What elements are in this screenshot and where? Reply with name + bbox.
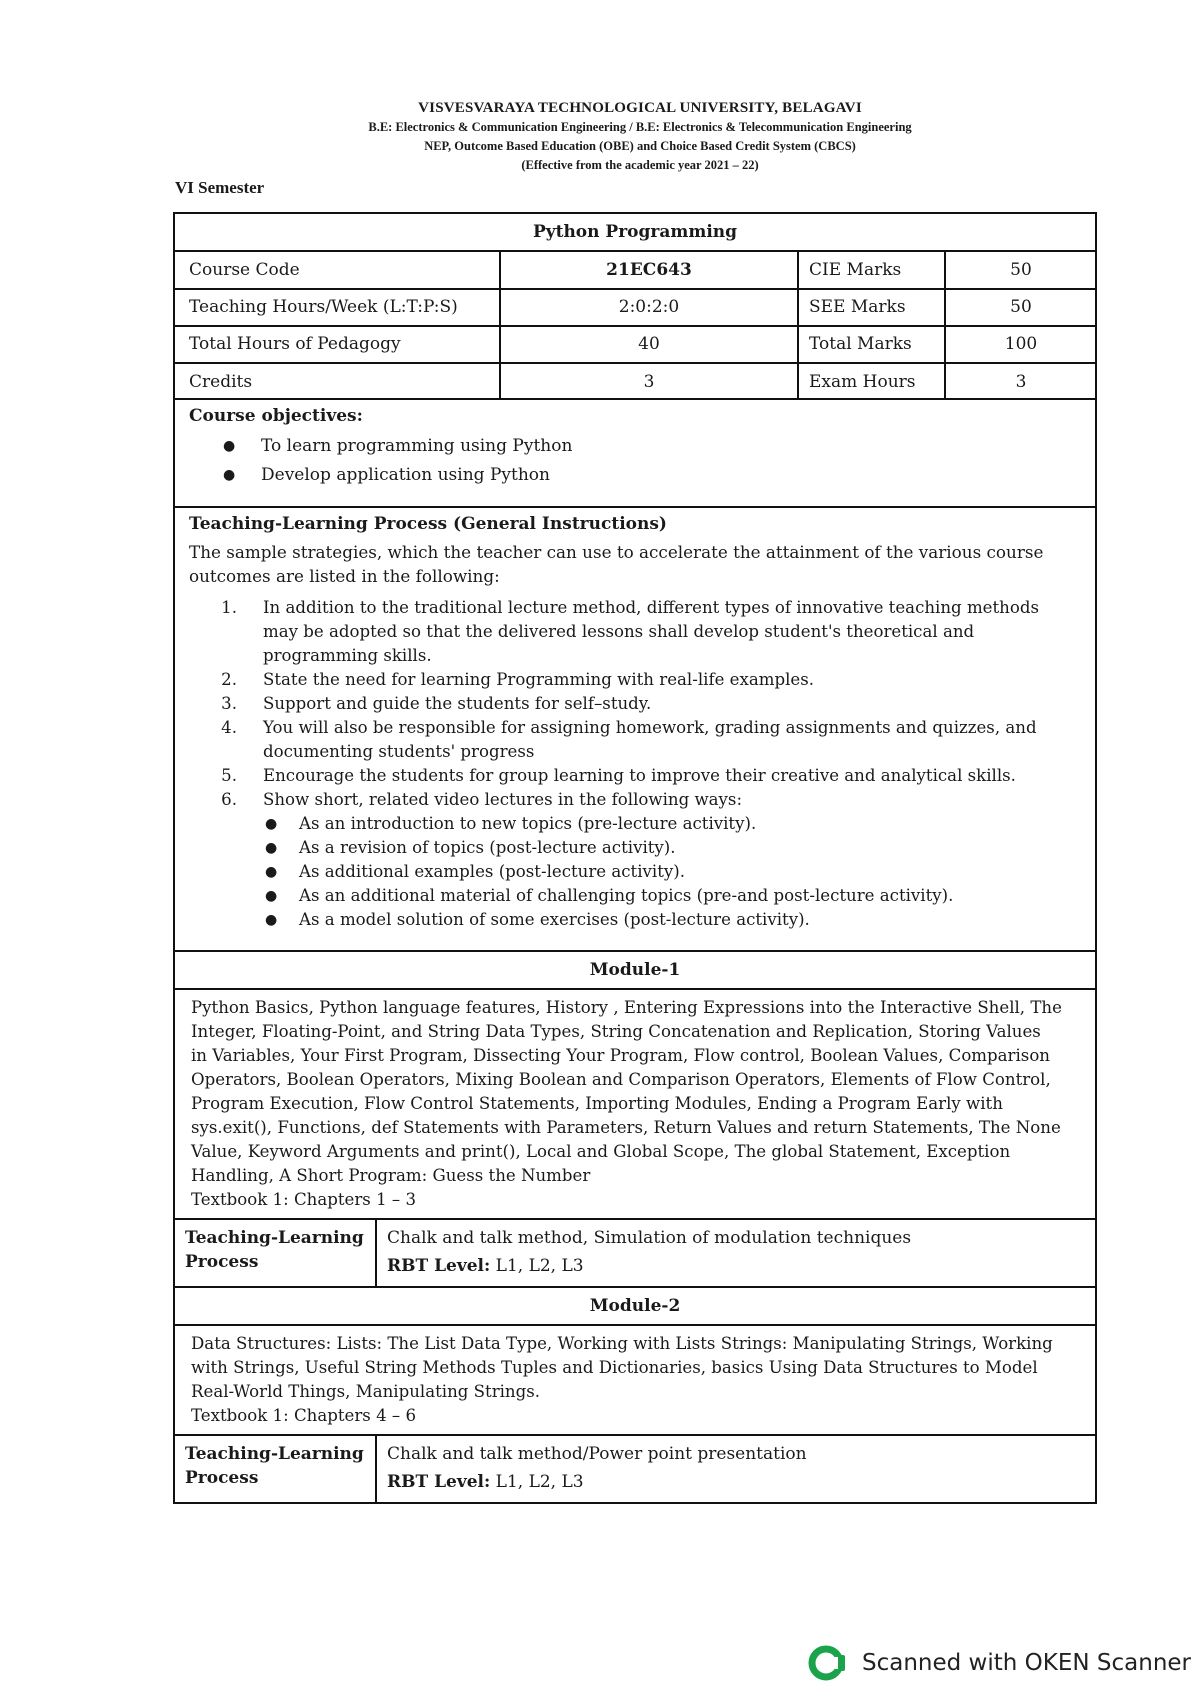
course-objectives-section — [173, 398, 1097, 508]
module-2-title: Module-2 — [589, 1296, 681, 1316]
semester-label: VI Semester — [175, 178, 265, 197]
pedagogy-hours-label: Total Hours of Pedagogy — [189, 334, 401, 354]
list-number: 4. — [221, 718, 237, 737]
bullet-icon: ● — [223, 438, 236, 454]
exam-hours-label: Exam Hours — [809, 372, 916, 392]
list-item: documenting students' progress — [263, 742, 535, 761]
tl-method: Chalk and talk method/Power point presentation — [387, 1444, 807, 1464]
module-1-title: Module-1 — [589, 960, 681, 980]
sub-list-item: As an introduction to new topics (pre-lecture activity). — [299, 814, 757, 833]
module-1-line: in Variables, Your First Program, Dissecting Your Program, Flow control, Boolean Values, Comparison — [191, 1046, 1050, 1065]
scanner-watermark — [808, 1645, 1191, 1681]
list-number: 6. — [221, 790, 237, 809]
bullet-icon: ● — [265, 840, 278, 856]
module-2-line: Real-World Things, Manipulating Strings. — [191, 1382, 541, 1401]
effective-year-line: (Effective from the academic year 2021 – 22) — [521, 158, 759, 172]
tlp-intro: outcomes are listed in the following: — [189, 566, 500, 586]
oken-scanner-logo-icon — [808, 1645, 850, 1681]
course-code-value: 21EC643 — [606, 260, 692, 280]
module-1-line: Python Basics, Python language features, History , Entering Expressions into the Interactive Shell, The — [191, 998, 1062, 1017]
module-2-line: Data Structures: Lists: The List Data Type, Working with Lists Strings: Manipulating Strings, Working — [191, 1334, 1053, 1353]
teaching-hours-value: 2:0:2:0 — [618, 297, 680, 317]
objective-item: To learn programming using Python — [261, 436, 573, 456]
see-marks-label: SEE Marks — [809, 297, 906, 317]
module-1-line: sys.exit(), Functions, def Statements with Parameters, Return Values and return Statements, The None — [191, 1118, 1061, 1137]
cie-marks-label: CIE Marks — [809, 260, 902, 280]
rbt-level: RBT Level: L1, L2, L3 — [387, 1472, 584, 1492]
bullet-icon: ● — [265, 912, 278, 928]
list-item: You will also be responsible for assigning homework, grading assignments and quizzes, and — [263, 718, 1037, 737]
sub-list-item: As a revision of topics (post-lecture activity). — [299, 838, 676, 857]
sub-list-item: As a model solution of some exercises (post-lecture activity). — [299, 910, 810, 929]
module-2-line: with Strings, Useful String Methods Tuples and Dictionaries, basics Using Data Structures to Model — [191, 1358, 1038, 1377]
scanner-watermark-text: Scanned with OKEN Scanner — [862, 1650, 1191, 1676]
cie-marks-value: 50 — [1010, 260, 1032, 280]
objectives-heading: Course objectives: — [189, 406, 363, 426]
program-line: B.E: Electronics & Communication Engineering / B.E: Electronics & Telecommunication Engineering — [368, 120, 912, 134]
objective-item: Develop application using Python — [261, 465, 550, 485]
total-marks-value: 100 — [1004, 334, 1038, 354]
scheme-line: NEP, Outcome Based Education (OBE) and Choice Based Credit System (CBCS) — [424, 139, 856, 153]
bullet-icon: ● — [265, 888, 278, 904]
list-number: 2. — [221, 670, 237, 689]
module-1-header — [173, 950, 1097, 990]
list-item: In addition to the traditional lecture method, different types of innovative teaching methods — [263, 598, 1039, 617]
course-title: Python Programming — [532, 222, 738, 242]
list-number: 3. — [221, 694, 237, 713]
total-marks-label: Total Marks — [809, 334, 912, 354]
bullet-icon: ● — [223, 467, 236, 483]
list-item: Encourage the students for group learning to improve their creative and analytical skills. — [263, 766, 1016, 785]
tl-label: Process — [185, 1252, 259, 1272]
tl-label: Teaching-Learning — [185, 1228, 364, 1248]
bullet-icon: ● — [265, 816, 278, 832]
tl-method: Chalk and talk method, Simulation of modulation techniques — [387, 1228, 912, 1248]
module-1-content — [173, 988, 1097, 1220]
course-info-table — [173, 212, 1097, 400]
course-code-label: Course Code — [189, 260, 300, 280]
tlp-heading: Teaching-Learning Process (General Instructions) — [189, 514, 667, 534]
teaching-hours-label: Teaching Hours/Week (L:T:P:S) — [189, 297, 458, 317]
tl-label: Teaching-Learning — [185, 1444, 364, 1464]
list-number: 5. — [221, 766, 237, 785]
sub-list-item: As additional examples (post-lecture activity). — [299, 862, 686, 881]
list-item: State the need for learning Programming with real-life examples. — [263, 670, 815, 689]
see-marks-value: 50 — [1010, 297, 1032, 317]
module-1-line: Program Execution, Flow Control Statements, Importing Modules, Ending a Program Early with — [191, 1094, 1003, 1113]
credits-label: Credits — [189, 372, 253, 392]
list-number: 1. — [221, 598, 237, 617]
rbt-level: RBT Level: L1, L2, L3 — [387, 1256, 584, 1276]
module-2-tl-row — [173, 1434, 1097, 1504]
module-1-textbook: Textbook 1: Chapters 1 – 3 — [191, 1190, 417, 1209]
tlp-intro: The sample strategies, which the teacher can use to accelerate the attainment of the various course — [189, 542, 1044, 562]
list-item: Support and guide the students for self–study. — [263, 694, 652, 713]
list-item: programming skills. — [263, 646, 432, 665]
bullet-icon: ● — [265, 864, 278, 880]
university-title: VISVESVARAYA TECHNOLOGICAL UNIVERSITY, BELAGAVI — [418, 100, 862, 116]
module-1-line: Handling, A Short Program: Guess the Number — [191, 1166, 591, 1185]
module-1-tl-row — [173, 1218, 1097, 1288]
tl-label: Process — [185, 1468, 259, 1488]
module-1-line: Integer, Floating-Point, and String Data Types, String Concatenation and Replication, Storing Values — [191, 1022, 1041, 1041]
sub-list-item: As an additional material of challenging topics (pre-and post-lecture activity). — [299, 886, 954, 905]
teaching-learning-process-section — [173, 506, 1097, 952]
module-2-textbook: Textbook 1: Chapters 4 – 6 — [191, 1406, 417, 1425]
pedagogy-hours-value: 40 — [638, 334, 660, 354]
exam-hours-value: 3 — [1015, 372, 1027, 392]
list-item: may be adopted so that the delivered lessons shall develop student's theoretical and — [263, 622, 975, 641]
credits-value: 3 — [643, 372, 655, 392]
module-2-header — [173, 1286, 1097, 1326]
list-item: Show short, related video lectures in the following ways: — [263, 790, 743, 809]
module-1-line: Value, Keyword Arguments and print(), Local and Global Scope, The global Statement, Exception — [191, 1142, 1011, 1161]
module-1-line: Operators, Boolean Operators, Mixing Boolean and Comparison Operators, Elements of Flow Control, — [191, 1070, 1051, 1089]
module-2-content — [173, 1324, 1097, 1436]
